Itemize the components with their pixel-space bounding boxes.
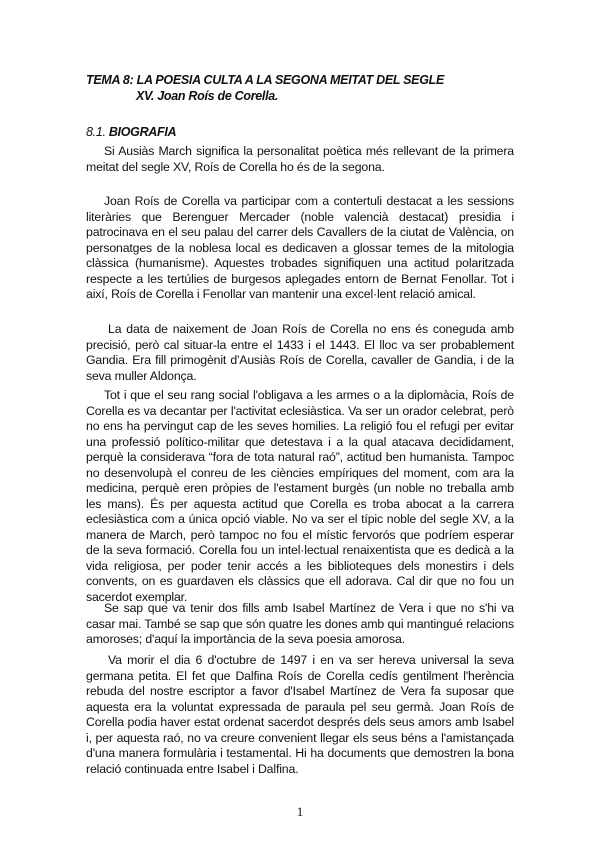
- paragraph-3: La data de naixement de Joan Roís de Corella no ens és coneguda amb precisió, però cal situar-la entre el 1433 i el 1443. El lloc va ser probablement Gandia. Era fill primogènit d'Ausiàs Roís de Corella, cavaller de Gandia, i de la seva muller Aldonça.: [86, 322, 514, 383]
- section-number: 8.1.: [86, 125, 106, 139]
- paragraph-2: Joan Roís de Corella va participar com a contertuli destacat a les sessions literàries que Berenguer Mercader (noble valencià destacat) presidia i patrocinava en el seu palau del carrer dels Cavallers de la ciutat de València, on personatges de la noblesa local es dedicaven a glossar temes de la mitologia clàssica (humanisme). Aquestes trobades signifiquen una actitud polaritzada respecte a les tertúlies de burgesos aplegades entorn de Bernat Fenollar. Tot i així, Roís de Corella i Fenollar van mantenir una excel·lent relació amical.: [86, 194, 514, 301]
- page-number: 1: [296, 804, 304, 819]
- document-title: [86, 72, 526, 104]
- title-line-2: XV. Joan Roís de Corella.: [136, 89, 279, 103]
- paragraph-4: Tot i que el seu rang social l'obligava a les armes o a la diplomàcia, Roís de Corella es va decantar per l'activitat eclesiàstica. Va ser un orador celebrat, però no ens ha pervingut cap de les seves homilies. La religió fou el refugi per evitar una professió político-militar que detestava i a la qual atacava decididament, perquè la considerava “fora de tota natural raó”, actitud ben humanista. Tampoc no desenvolupà el conreu de les ciències empíriques del moment, com ara la medicina, perquè eren pròpies de l'estament burgès (un noble no treballa amb les mans). És per aquesta actitud que Corella es troba abocat a la carrera eclesiàstica com a única opció viable. No va ser el típic noble del segle XV, a la manera de March, però tampoc no fou el místic fervorós que podríem esperar de la seva formació. Corella fou un intel·lectual renaixentista que es dedicà a la vida religiosa, per poder tenir accés a les biblioteques dels monestirs i dels convents, on es guardaven els clàssics que ell adorava. Cal dir que no fou un sacerdot exemplar.: [86, 388, 514, 604]
- section-title: BIOGRAFIA: [105, 125, 177, 139]
- paragraph-6: Va morir el dia 6 d'octubre de 1497 i en va ser hereva universal la seva germana petita. El fet que Dalfina Roís de Corella cedís gentilment l'herència rebuda del nostre escriptor a favor d'Isabel Martínez de Vera fa suposar que aquesta era la voluntat expressada de paraula pel seu germà. Joan Roís de Corella podia haver estat ordenat sacerdot després dels seus amors amb Isabel i, per aquesta raó, no va creure convenient llegar els seus béns a l'amistançada d'una manera formulària i testamental. Hi ha documents que demostren la bona relació continuada entre Isabel i Dalfina.: [86, 653, 514, 776]
- paragraph-5: Se sap que va tenir dos fills amb Isabel Martínez de Vera i que no s'hi va casar mai. També se sap que són quatre les dones amb qui mantingué relacions amoroses; d'aquí la importància de la seva poesia amorosa.: [86, 601, 514, 646]
- paragraph-1: Si Ausiàs March significa la personalitat poètica més rellevant de la primera meitat del segle XV, Roís de Corella ho és de la segona.: [86, 144, 514, 174]
- section-heading: [86, 125, 176, 139]
- title-line-1: TEMA 8: LA POESIA CULTA A LA SEGONA MEITAT DEL SEGLE: [86, 73, 445, 87]
